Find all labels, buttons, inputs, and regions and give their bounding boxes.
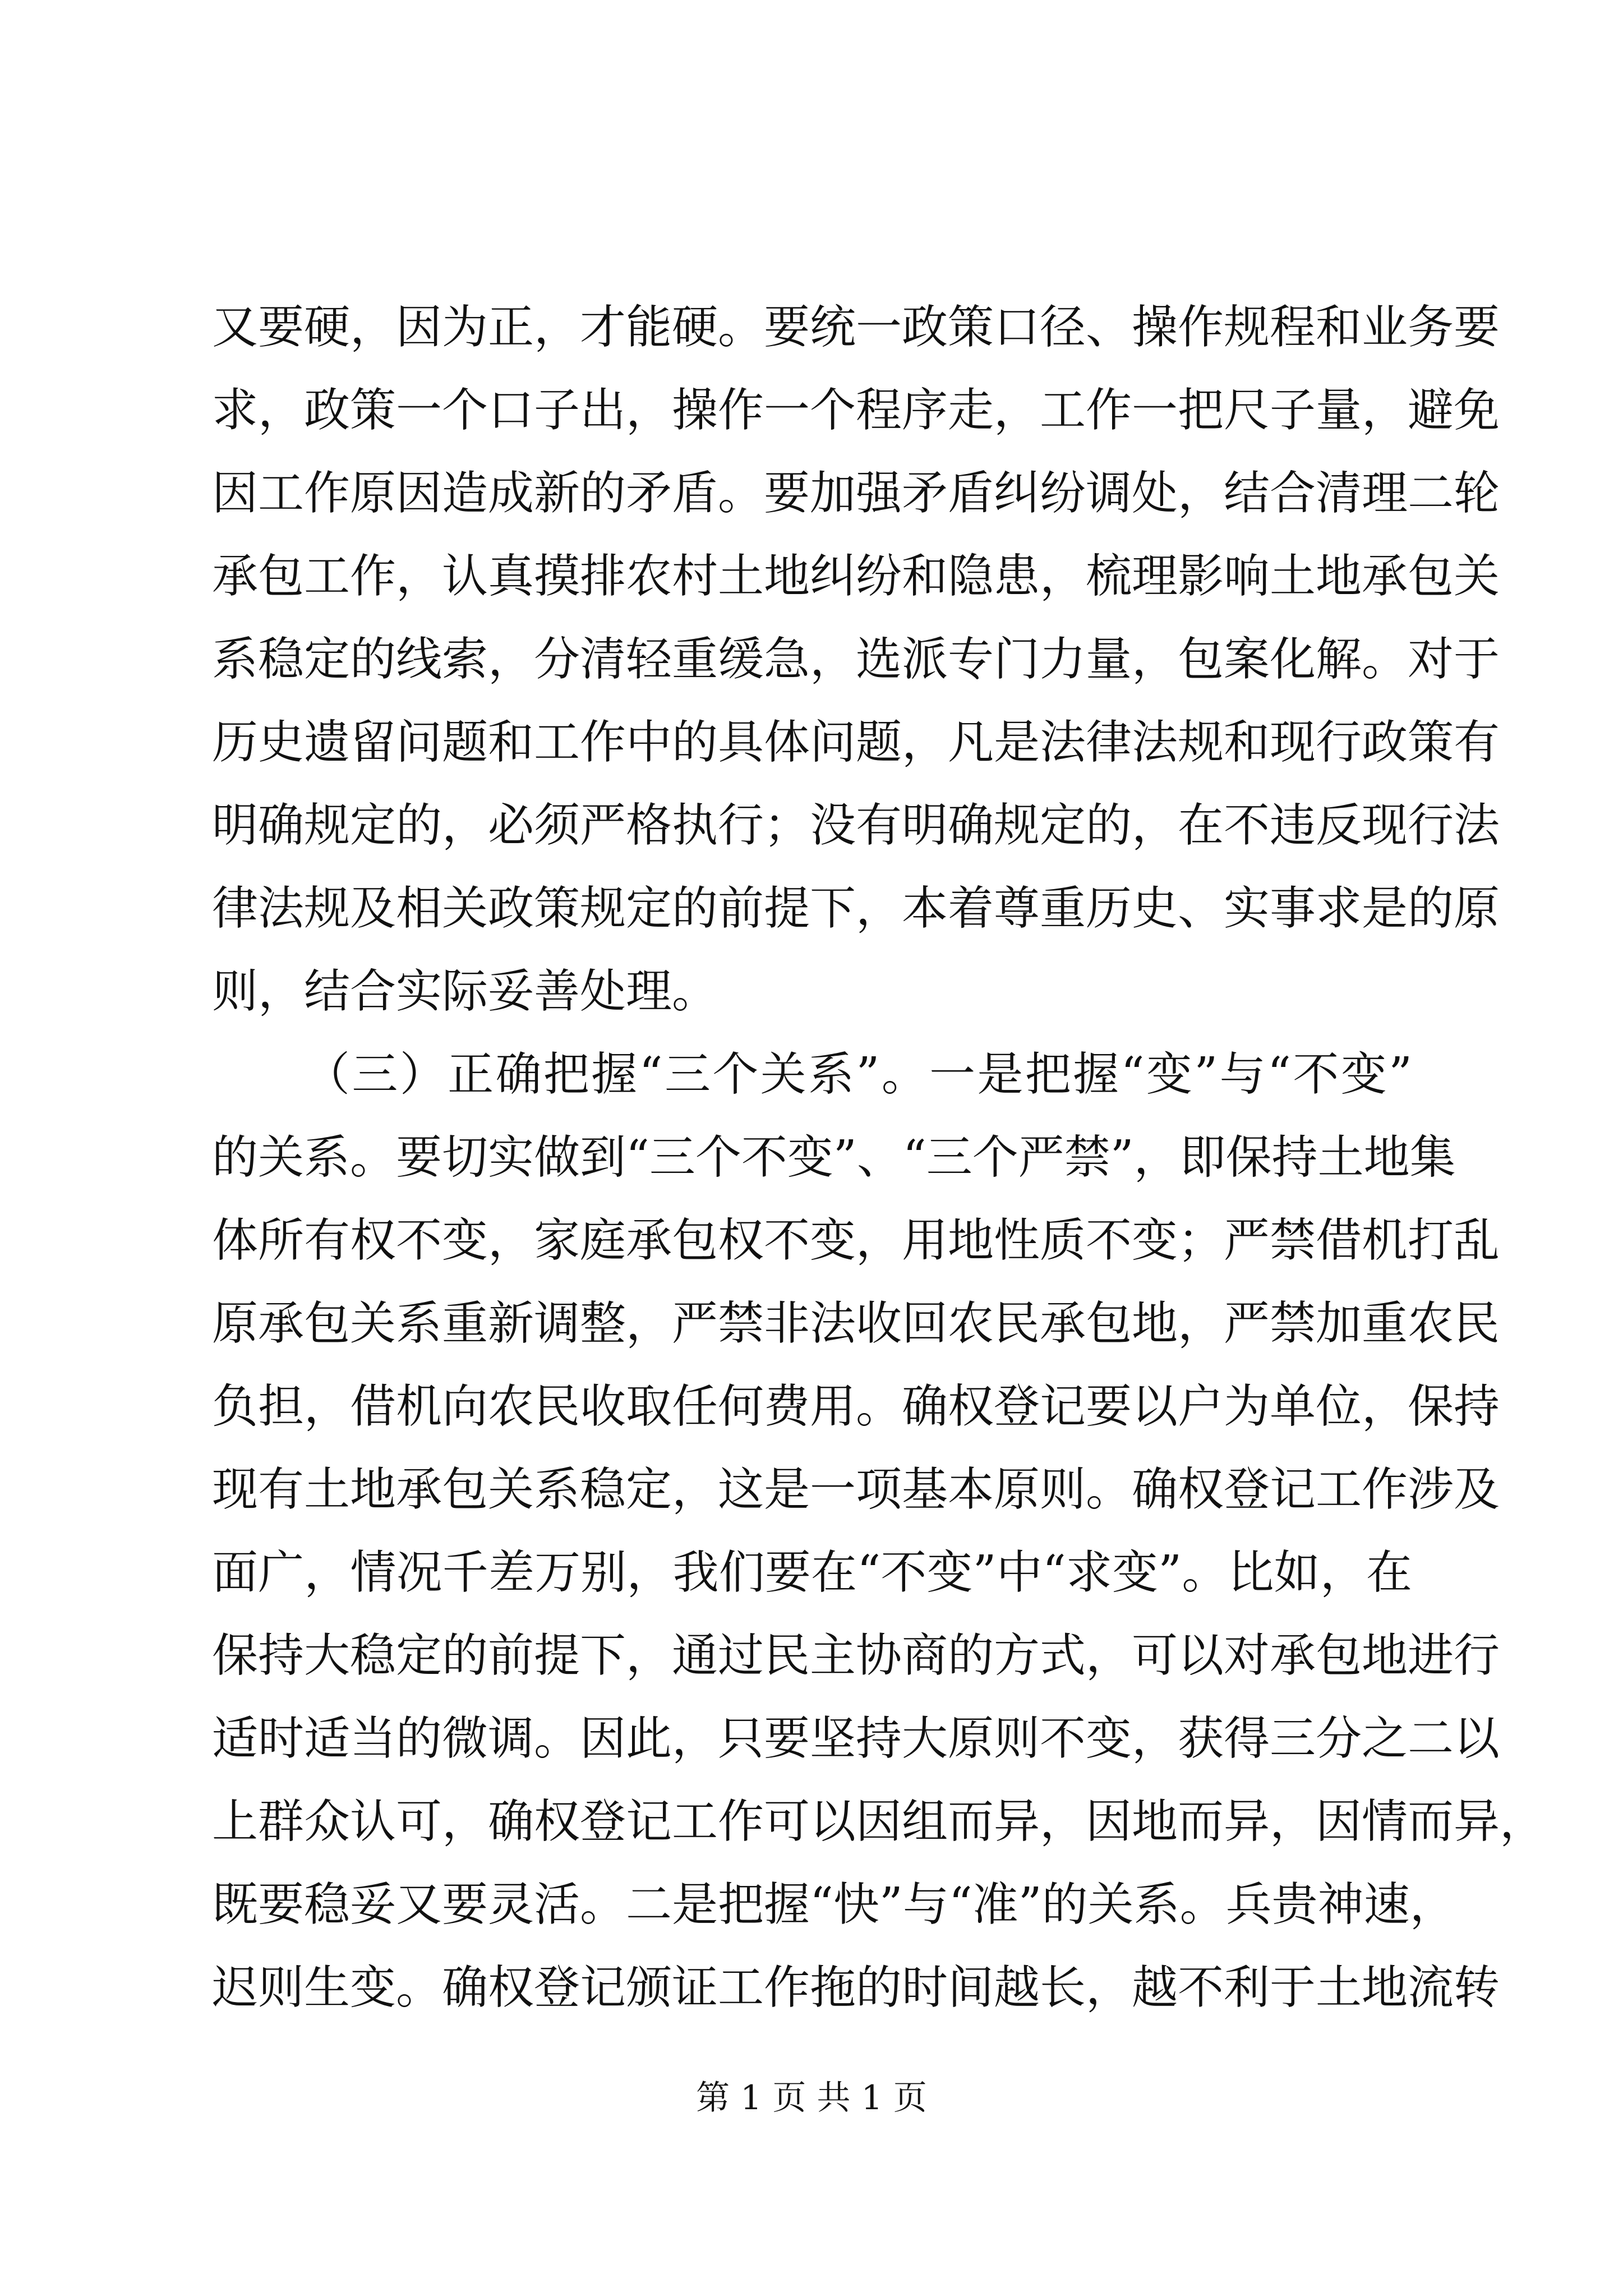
text-line: 面广，情况千差万别，我们要在“不变”中“求变”。比如，在 <box>212 1546 1412 1599</box>
document-body <box>212 286 1546 2030</box>
page-number-footer: 第 1 页 共 1 页 <box>696 2078 927 2118</box>
text-line: 承包工作，认真摸排农村土地纠纷和隐患，梳理影响土地承包关 <box>212 550 1500 603</box>
text-line: 律法规及相关政策规定的前提下，本着尊重历史、实事求是的原 <box>212 882 1500 935</box>
text-line: 则，结合实际妥善处理。 <box>212 965 718 1018</box>
text-line: 历史遗留问题和工作中的具体问题，凡是法律法规和现行政策有 <box>212 716 1500 769</box>
text-line: 明确规定的，必须严格执行；没有明确规定的，在不违反现行法 <box>212 799 1500 852</box>
text-line: 既要稳妥又要灵活。二是把握“快”与“准”的关系。兵贵神速， <box>212 1878 1456 1931</box>
text-line: 现有土地承包关系稳定，这是一项基本原则。确权登记工作涉及 <box>212 1463 1500 1516</box>
text-line: 保持大稳定的前提下，通过民主协商的方式，可以对承包地进行 <box>212 1629 1500 1682</box>
text-line: 迟则生变。确权登记颁证工作拖的时间越长，越不利于土地流转 <box>212 1961 1500 2014</box>
text-line: 因工作原因造成新的矛盾。要加强矛盾纠纷调处，结合清理二轮 <box>212 467 1500 520</box>
text-line: 系稳定的线索，分清轻重缓急，选派专门力量，包案化解。对于 <box>212 633 1500 686</box>
text-line: 负担，借机向农民收取任何费用。确权登记要以户为单位，保持 <box>212 1380 1500 1433</box>
text-line: 体所有权不变，家庭承包权不变，用地性质不变；严禁借机打乱 <box>212 1214 1500 1267</box>
text-line: 上群众认可，确权登记工作可以因组而异，因地而异，因情而异， <box>212 1795 1546 1848</box>
section-heading-line: （三）正确把握“三个关系”。一是把握“变”与“不变” <box>304 1048 1412 1101</box>
text-line: 的关系。要切实做到“三个不变”、“三个严禁”，即保持土地集 <box>212 1131 1456 1184</box>
text-line: 求，政策一个口子出，操作一个程序走，工作一把尺子量，避免 <box>212 384 1500 437</box>
text-line: 适时适当的微调。因此，只要坚持大原则不变，获得三分之二以 <box>212 1712 1500 1765</box>
text-line: 又要硬，因为正，才能硬。要统一政策口径、操作规程和业务要 <box>212 301 1500 354</box>
text-line: 原承包关系重新调整，严禁非法收回农民承包地，严禁加重农民 <box>212 1297 1500 1350</box>
